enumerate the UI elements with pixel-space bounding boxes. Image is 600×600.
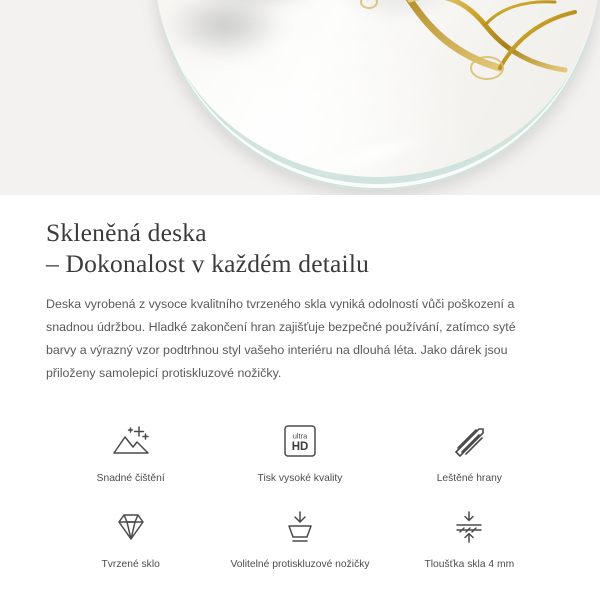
page-title-line-2: – Dokonalost v každém detailu [46, 249, 370, 278]
feature-label: Tisk vysoké kvality [257, 473, 343, 484]
feature-item-hd-print [215, 419, 384, 485]
feature-grid [46, 419, 554, 571]
feature-item-anti-slip-feet [215, 505, 384, 571]
product-description-text: Deska vyrobená z vysoce kvalitního tvrzeného skla vyniká odolností vůči poškození a snadnou údržbou. Hladké zakončení hran zajišťuje bezpečné používání, zatímco syté barvy a výrazný vzor podtrhnou styl vašeho interiéru na dlouhá léta. Jako dárek jsou přiloženy samolepicí protiskluzové nožičky. [46, 297, 516, 380]
polished-edges-icon [449, 419, 489, 463]
feature-item-glass-thickness [385, 505, 554, 571]
content-block [0, 195, 600, 571]
diamond-tempered-glass-icon [111, 505, 151, 549]
svg-text:ultra: ultra [292, 431, 308, 441]
feature-label: Snadné čištění [96, 473, 165, 484]
feature-item-easy-cleaning [46, 419, 215, 485]
sparkle-cleaning-icon [110, 419, 152, 463]
feature-item-tempered-glass [46, 505, 215, 571]
ultra-hd-print-icon [280, 419, 320, 463]
page-title-line-1: Skleněná deska [46, 218, 207, 247]
page-title [46, 217, 554, 279]
thickness-arrows-icon [449, 505, 489, 549]
feature-label: Tloušťka skla 4 mm [424, 559, 515, 570]
feature-label: Volitelné protiskluzové nožičky [230, 559, 370, 570]
anti-slip-feet-icon [280, 505, 320, 549]
hero-image [0, 0, 600, 195]
svg-text:HD: HD [291, 441, 309, 453]
feature-item-polished-edges [385, 419, 554, 485]
feature-label: Leštěné hrany [436, 473, 502, 484]
glass-plate-graphic [155, 0, 600, 190]
feature-label: Tvrzené sklo [101, 559, 160, 570]
